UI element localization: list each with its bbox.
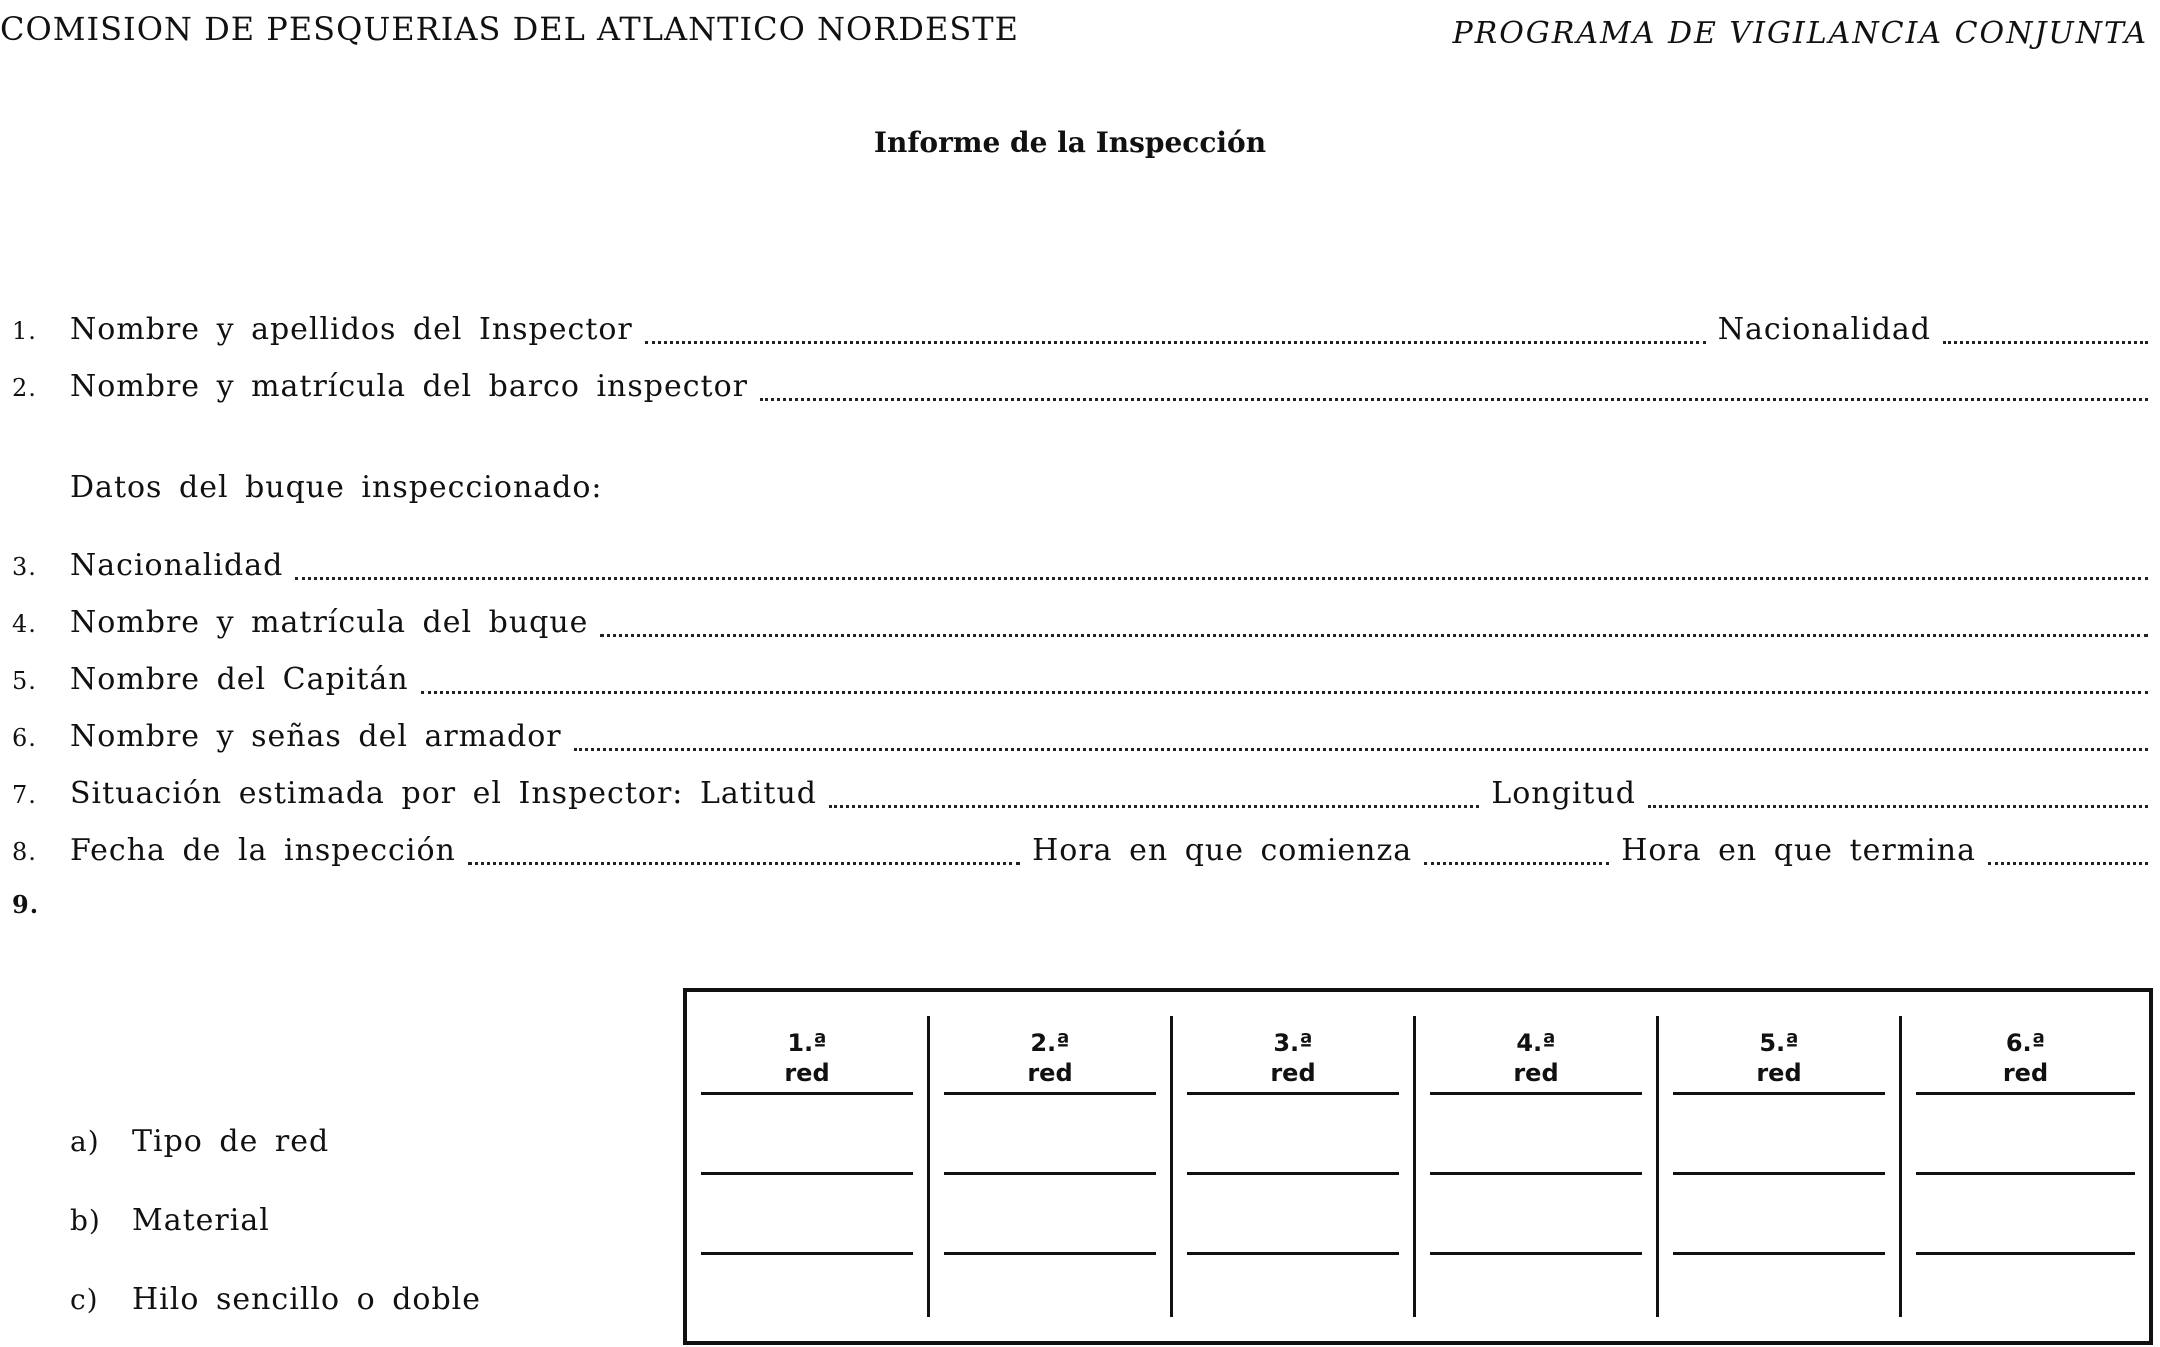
field-label-latitude: Situación estimada por el Inspector: Latitud xyxy=(70,776,817,811)
net-cell-material[interactable] xyxy=(1673,1172,1885,1175)
net-cell-material[interactable] xyxy=(701,1172,913,1175)
net-column-ordinal: 4.ª xyxy=(1516,1029,1556,1057)
net-column-header xyxy=(687,1028,927,1088)
header-organization: COMISION DE PESQUERIAS DEL ATLANTICO NORDESTE xyxy=(0,10,1019,48)
net-item-thread xyxy=(70,1282,481,1317)
net-column-word: red xyxy=(1513,1059,1559,1087)
field-label-inspector-nationality: Nacionalidad xyxy=(1717,312,1931,347)
net-cell-material[interactable] xyxy=(944,1172,1156,1175)
fill-line-longitude[interactable] xyxy=(1648,783,2148,808)
item-letter: a) xyxy=(70,1125,100,1158)
net-column-ordinal: 3.ª xyxy=(1273,1029,1313,1057)
net-column-word: red xyxy=(784,1059,830,1087)
item-letter: c) xyxy=(70,1283,99,1316)
field-label-start-time: Hora en que comienza xyxy=(1032,833,1413,868)
net-column-3 xyxy=(1173,992,1413,1341)
net-cell-type[interactable] xyxy=(1187,1092,1399,1095)
item-text: Material xyxy=(132,1203,270,1238)
net-cell-thread[interactable] xyxy=(1916,1252,2135,1255)
net-cell-type[interactable] xyxy=(1916,1092,2135,1095)
net-cell-thread[interactable] xyxy=(1187,1252,1399,1255)
field-number: 8. xyxy=(12,838,37,866)
field-label-longitude: Longitud xyxy=(1491,776,1636,811)
net-item-material xyxy=(70,1203,270,1238)
field-number: 9. xyxy=(12,890,40,919)
net-cell-type[interactable] xyxy=(1430,1092,1642,1095)
header-program: PROGRAMA DE VIGILANCIA CONJUNTA xyxy=(1452,16,2148,51)
item-letter: b) xyxy=(70,1204,101,1237)
net-cell-material[interactable] xyxy=(1187,1172,1399,1175)
net-cell-thread[interactable] xyxy=(1430,1252,1642,1255)
field-label-inspector-name: Nombre y apellidos del Inspector xyxy=(70,312,633,347)
field-number: 4. xyxy=(12,610,37,638)
fill-line-captain[interactable] xyxy=(421,669,2148,694)
fill-line-vessel-name[interactable] xyxy=(600,612,2148,637)
field-number: 1. xyxy=(12,317,37,345)
net-cell-thread[interactable] xyxy=(701,1252,913,1255)
net-column-2 xyxy=(930,992,1170,1341)
net-column-word: red xyxy=(1027,1059,1073,1087)
net-column-6 xyxy=(1902,992,2149,1341)
field-row-5 xyxy=(12,662,2148,702)
item-text: Hilo sencillo o doble xyxy=(132,1282,482,1317)
net-cell-material[interactable] xyxy=(1916,1172,2135,1175)
fill-line-owner[interactable] xyxy=(574,726,2148,751)
net-column-header xyxy=(1416,1028,1656,1088)
fill-line-inspector-nationality[interactable] xyxy=(1943,319,2148,344)
net-column-ordinal: 1.ª xyxy=(787,1029,827,1057)
fill-line-inspector-name[interactable] xyxy=(645,319,1706,344)
field-label-owner: Nombre y señas del armador xyxy=(70,719,562,754)
fill-line-vessel-nationality[interactable] xyxy=(295,555,2148,580)
net-column-4 xyxy=(1416,992,1656,1341)
document-title: Informe de la Inspección xyxy=(873,126,1267,159)
net-column-word: red xyxy=(1756,1059,1802,1087)
net-cell-thread[interactable] xyxy=(1673,1252,1885,1255)
field-number: 2. xyxy=(12,374,37,402)
field-row-8 xyxy=(12,833,2148,873)
net-cell-type[interactable] xyxy=(944,1092,1156,1095)
net-cell-thread[interactable] xyxy=(944,1252,1156,1255)
fill-line-start-time[interactable] xyxy=(1424,840,1609,865)
field-label-captain: Nombre del Capitán xyxy=(70,662,409,697)
fill-line-date[interactable] xyxy=(468,840,1020,865)
field-row-4 xyxy=(12,605,2148,645)
net-column-1 xyxy=(687,992,927,1341)
net-column-ordinal: 2.ª xyxy=(1030,1029,1070,1057)
net-column-word: red xyxy=(1270,1059,1316,1087)
field-label-date: Fecha de la inspección xyxy=(70,833,456,868)
fill-line-inspector-vessel[interactable] xyxy=(760,376,2148,401)
field-number: 6. xyxy=(12,724,37,752)
net-cell-type[interactable] xyxy=(701,1092,913,1095)
field-number: 3. xyxy=(12,553,37,581)
net-cell-material[interactable] xyxy=(1430,1172,1642,1175)
net-item-type xyxy=(70,1124,329,1159)
field-row-7 xyxy=(12,776,2148,816)
net-column-ordinal: 6.ª xyxy=(2005,1029,2046,1057)
field-row-6 xyxy=(12,719,2148,759)
field-label-end-time: Hora en que termina xyxy=(1621,833,1976,868)
net-table xyxy=(683,988,2153,1345)
net-column-header xyxy=(1902,1028,2149,1088)
net-column-header xyxy=(1659,1028,1899,1088)
net-column-5 xyxy=(1659,992,1899,1341)
field-row-1 xyxy=(12,312,2148,352)
field-number: 5. xyxy=(12,667,37,695)
net-column-header xyxy=(1173,1028,1413,1088)
net-column-word: red xyxy=(2002,1059,2049,1087)
field-label-vessel-nationality: Nacionalidad xyxy=(70,548,284,583)
field-row-3 xyxy=(12,548,2148,588)
fill-line-end-time[interactable] xyxy=(1988,840,2148,865)
field-label-inspector-vessel: Nombre y matrícula del barco inspector xyxy=(70,369,748,404)
net-column-header xyxy=(930,1028,1170,1088)
field-label-vessel-name: Nombre y matrícula del buque xyxy=(70,605,589,640)
fill-line-latitude[interactable] xyxy=(829,783,1479,808)
field-row-9 xyxy=(12,890,2148,930)
item-text: Tipo de red xyxy=(132,1124,330,1159)
net-cell-type[interactable] xyxy=(1673,1092,1885,1095)
field-row-2 xyxy=(12,369,2148,409)
section-heading-inspected-vessel: Datos del buque inspeccionado: xyxy=(70,470,603,505)
field-number: 7. xyxy=(12,781,37,809)
net-column-ordinal: 5.ª xyxy=(1759,1029,1799,1057)
